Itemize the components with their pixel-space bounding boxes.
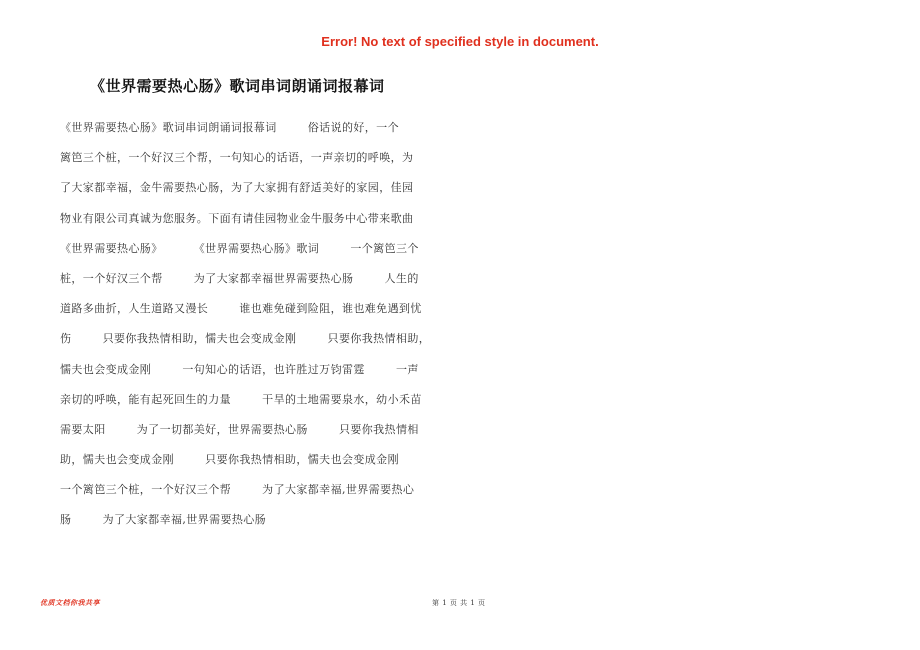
body-line: 物业有限公司真诚为您服务。下面有请佳园物业金牛服务中心带来歌曲 bbox=[60, 211, 414, 225]
body-line: 道路多曲折，人生道路又漫长 谁也难免碰到险阻，谁也难免遇到忧 bbox=[60, 302, 422, 316]
body-line: 助，懦夫也会变成金刚 只要你我热情相助，懦夫也会变成金刚 bbox=[60, 453, 399, 467]
body-line: 《世界需要热心肠》歌词串词朗诵词报幕词 俗话说的好，一个 bbox=[60, 121, 399, 134]
body-line: 一个篱笆三个桩，一个好汉三个帮 为了大家都幸福,世界需要热心 bbox=[60, 483, 415, 497]
body-line: 肠 为了大家都幸福,世界需要热心肠 bbox=[60, 513, 267, 527]
header-error-text: Error! No text of specified style in document. bbox=[321, 34, 599, 49]
body-line: 伤 只要你我热情相助，懦夫也会变成金刚 只要你我热情相助， bbox=[60, 332, 431, 346]
body-line: 懦夫也会变成金刚 一句知心的话语，也许胜过万钧雷霆 一声 bbox=[60, 362, 419, 376]
document-title: 《世界需要热心肠》歌词串词朗诵词报幕词 bbox=[90, 77, 385, 95]
body-line: 需要太阳 为了一切都美好，世界需要热心肠 只要你我热情相 bbox=[60, 422, 419, 436]
document-body bbox=[60, 118, 460, 541]
body-line: 《世界需要热心肠》 《世界需要热心肠》歌词 一个篱笆三个 bbox=[60, 241, 419, 255]
body-line: 了大家都幸福，金牛需要热心肠，为了大家拥有舒适美好的家园，佳园 bbox=[60, 181, 414, 195]
page-number: 第 1 页 共 1 页 bbox=[432, 599, 486, 607]
body-line: 亲切的呼唤，能有起死回生的力量 干旱的土地需要泉水，幼小禾苗 bbox=[60, 392, 422, 406]
footer-slogan: 优质文档你我共享 bbox=[40, 598, 100, 607]
body-line: 桩，一个好汉三个帮 为了大家都幸福世界需要热心肠 人生的 bbox=[60, 271, 419, 285]
body-line: 篱笆三个桩，一个好汉三个帮，一句知心的话语，一声亲切的呼唤，为 bbox=[60, 151, 414, 165]
